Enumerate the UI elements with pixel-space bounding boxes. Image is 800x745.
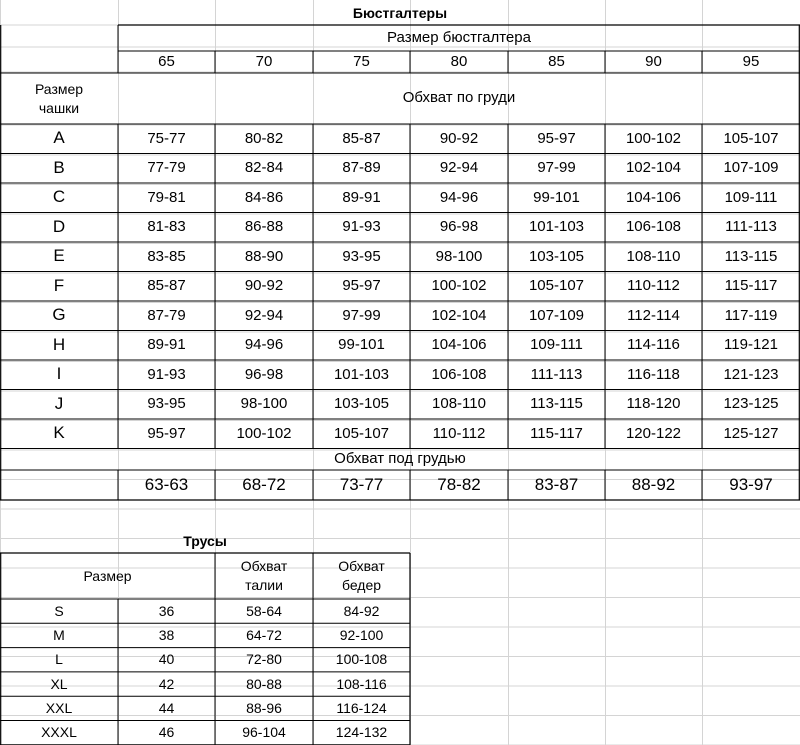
bust-value: 98-100: [435, 247, 483, 265]
bust-value: 116-118: [627, 365, 680, 383]
bust-value: 117-119: [724, 306, 778, 324]
cup-letter: C: [52, 187, 66, 207]
bust-value: 79-81: [147, 188, 186, 206]
bust-value: 91-93: [147, 365, 186, 383]
waist-value: 58-64: [246, 602, 282, 619]
hips-value: 92-100: [339, 627, 384, 643]
bust-value: 114-116: [627, 336, 680, 354]
panty-size: L: [55, 651, 63, 668]
bras-title: Бюстгалтеры: [352, 5, 448, 22]
band-size: 85: [548, 52, 565, 70]
bust-value: 85-87: [147, 277, 186, 295]
bust-value: 104-106: [431, 336, 487, 354]
cup-letter: G: [52, 305, 66, 325]
bust-value: 121-123: [723, 365, 779, 383]
bust-value: 75-77: [147, 129, 186, 147]
bust-header: Обхват по груди: [402, 89, 516, 107]
bust-value: 92-94: [439, 159, 479, 177]
hips-value: 84-92: [343, 602, 380, 619]
bust-value: 90-92: [439, 129, 479, 147]
panty-size: M: [53, 627, 65, 643]
bust-value: 99-101: [533, 188, 580, 206]
bust-value: 112-114: [627, 306, 680, 324]
bust-value: 77-79: [147, 159, 186, 177]
bust-value: 101-103: [528, 218, 585, 236]
waist-value: 64-72: [246, 627, 282, 643]
bust-value: 108-110: [432, 395, 486, 413]
bust-value: 100-102: [236, 424, 292, 442]
underbust-value: 83-87: [534, 474, 579, 494]
bust-value: 119-121: [724, 336, 778, 354]
cup-letter: I: [56, 364, 62, 384]
cup-letter: A: [53, 128, 65, 148]
bust-value: 102-104: [431, 306, 487, 324]
bust-value: 105-107: [528, 277, 585, 295]
cup-letter: E: [53, 246, 65, 266]
underbust-header: Обхват под грудью: [334, 450, 466, 468]
bust-value: 118-120: [626, 395, 681, 413]
bra-size-header: Размер бюстгалтера: [387, 28, 531, 46]
underbust-value: 78-82: [437, 474, 481, 494]
panty-number: 44: [158, 699, 175, 716]
panty-number: 36: [158, 602, 175, 619]
bust-value: 103-105: [333, 395, 390, 413]
bust-value: 97-99: [342, 306, 381, 324]
panty-number: 42: [158, 675, 175, 692]
cup-letter: J: [54, 393, 64, 413]
underbust-value: 88-92: [631, 474, 676, 494]
bust-value: 94-96: [439, 188, 479, 206]
bust-value: 95-97: [342, 277, 381, 295]
bust-value: 100-102: [625, 129, 682, 147]
panty-number: 38: [158, 627, 175, 643]
panty-size: S: [54, 602, 64, 619]
panty-number: 40: [158, 651, 175, 668]
panty-size: XL: [50, 675, 68, 692]
bust-value: 107-109: [723, 159, 779, 177]
bust-value: 110-112: [627, 277, 680, 295]
bust-value: 111-113: [725, 218, 777, 236]
panty-size: XXXL: [41, 724, 77, 741]
band-size: 75: [353, 52, 370, 70]
bust-value: 96-98: [439, 218, 479, 236]
underbust-value: 68-72: [242, 474, 286, 494]
bust-value: 90-92: [244, 277, 284, 295]
bust-value: 93-95: [147, 395, 186, 413]
hips-header: Обхват бедер: [338, 558, 385, 593]
bust-value: 115-117: [724, 277, 778, 295]
cup-letter: D: [52, 216, 66, 236]
bust-value: 120-122: [625, 424, 682, 442]
bust-value: 99-101: [338, 336, 385, 354]
bust-value: 111-113: [530, 365, 583, 383]
bust-value: 97-99: [537, 159, 576, 177]
bust-value: 105-107: [723, 129, 779, 147]
bust-value: 96-98: [244, 365, 284, 383]
bust-value: 83-85: [147, 247, 186, 265]
panty-number: 46: [158, 724, 175, 741]
waist-value: 88-96: [246, 699, 282, 716]
panties-size-header: Размер: [83, 567, 132, 584]
waist-value: 80-88: [246, 675, 282, 692]
bust-value: 87-79: [147, 306, 186, 324]
bust-value: 108-110: [626, 247, 681, 265]
bust-value: 106-108: [431, 365, 487, 383]
bust-value: 110-112: [432, 424, 486, 442]
bust-value: 91-93: [342, 218, 381, 236]
band-size: 65: [158, 52, 175, 70]
bust-value: 80-82: [244, 129, 284, 147]
cup-letter: F: [53, 275, 65, 295]
bust-value: 107-109: [528, 306, 585, 324]
bust-value: 113-115: [724, 247, 778, 265]
waist-header: Обхват талии: [240, 558, 288, 593]
underbust-value: 73-77: [339, 474, 384, 494]
cup-size-header: Размер чашки: [34, 80, 84, 116]
cup-letter: H: [52, 334, 66, 354]
bust-value: 85-87: [342, 129, 381, 147]
band-size: 90: [645, 52, 662, 70]
bust-value: 94-96: [244, 336, 284, 354]
bust-value: 123-125: [723, 395, 779, 413]
bust-value: 89-91: [342, 188, 381, 206]
bust-value: 102-104: [625, 159, 682, 177]
underbust-value: 93-97: [729, 474, 773, 494]
bust-value: 101-103: [333, 365, 390, 383]
bust-value: 95-97: [537, 129, 576, 147]
cup-letter: K: [53, 423, 65, 443]
bust-value: 113-115: [530, 395, 583, 413]
band-size: 95: [742, 52, 760, 70]
underbust-value: 63-63: [144, 474, 189, 494]
bust-value: 105-107: [333, 424, 390, 442]
waist-value: 72-80: [246, 651, 282, 668]
bust-value: 86-88: [244, 218, 284, 236]
bust-value: 98-100: [240, 395, 288, 413]
bust-value: 93-95: [342, 247, 381, 265]
panty-size: XXL: [45, 699, 73, 716]
panties-title: Трусы: [183, 533, 227, 550]
bust-value: 82-84: [244, 159, 284, 177]
bust-value: 109-111: [724, 188, 778, 206]
bust-value: 89-91: [147, 336, 186, 354]
bust-value: 84-86: [244, 188, 284, 206]
bust-value: 95-97: [147, 424, 186, 442]
hips-value: 124-132: [335, 724, 388, 741]
bust-value: 109-111: [530, 336, 583, 354]
bust-value: 104-106: [625, 188, 682, 206]
hips-value: 108-116: [336, 675, 387, 692]
bust-value: 115-117: [530, 424, 583, 442]
bust-value: 106-108: [625, 218, 682, 236]
bust-value: 87-89: [342, 159, 381, 177]
bust-value: 125-127: [723, 424, 779, 442]
waist-value: 96-104: [242, 724, 286, 741]
hips-value: 116-124: [336, 699, 387, 716]
bust-value: 92-94: [244, 306, 284, 324]
band-size: 80: [450, 52, 468, 70]
cup-letter: B: [53, 157, 65, 177]
hips-value: 100-108: [335, 651, 388, 668]
band-size: 70: [255, 52, 273, 70]
bust-value: 81-83: [147, 218, 186, 236]
bust-value: 103-105: [528, 247, 585, 265]
bust-value: 100-102: [431, 277, 487, 295]
bust-value: 88-90: [244, 247, 284, 265]
